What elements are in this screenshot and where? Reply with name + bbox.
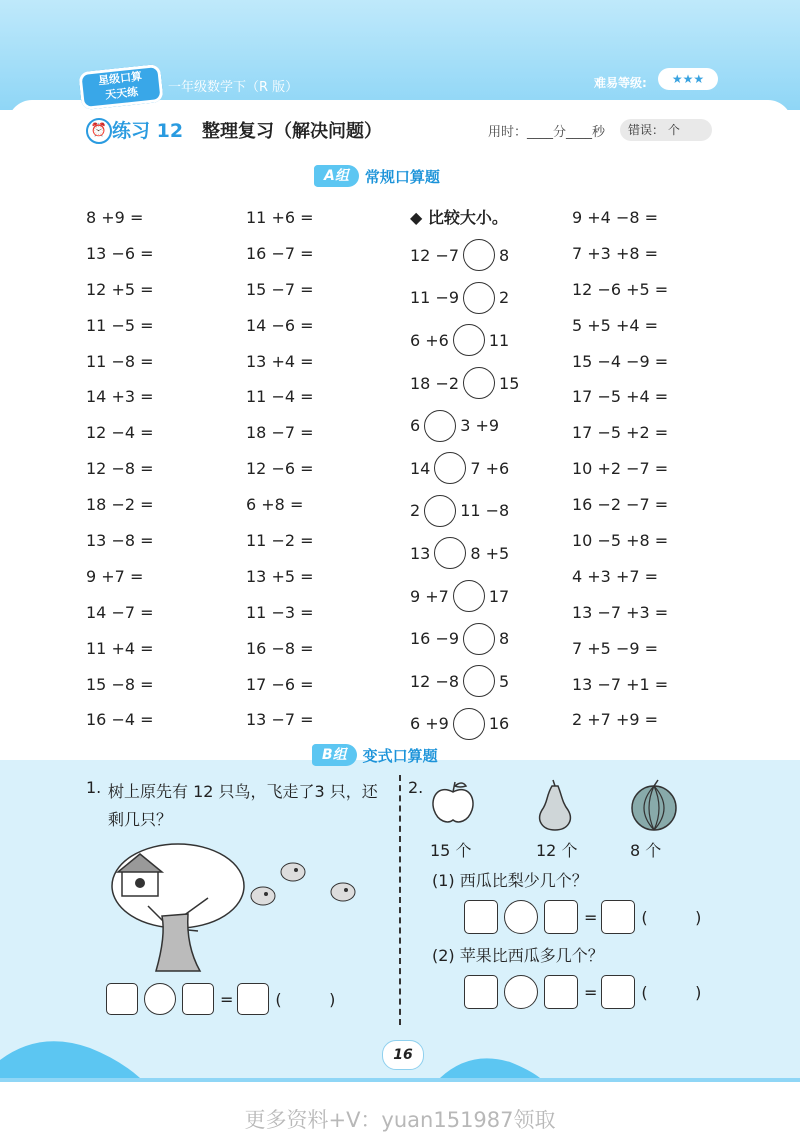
compare-left: 2 — [410, 501, 421, 521]
math-problem: 16 −2 −7 = — [572, 495, 669, 515]
compare-item — [410, 703, 519, 746]
watermelon-count: 8 个 — [630, 841, 662, 860]
math-problem: 14 −7 = — [86, 602, 154, 622]
operator-circle[interactable] — [504, 975, 538, 1009]
compare-item — [410, 447, 519, 490]
compare-item — [410, 575, 519, 618]
group-a-heading — [314, 165, 440, 189]
compare-circle[interactable] — [424, 410, 456, 442]
math-problem: 12 +5 = — [86, 279, 154, 299]
math-problem: 11 −5 = — [86, 315, 154, 335]
dashed-divider — [399, 775, 401, 1025]
compare-circle[interactable] — [463, 367, 495, 399]
apple-count: 15 个 — [430, 841, 472, 860]
group-a-badge: A组 — [314, 165, 359, 187]
column-2 — [246, 204, 314, 742]
math-problem: 15 −8 = — [86, 674, 154, 694]
q1-equation — [106, 983, 335, 1015]
group-b-heading — [312, 744, 438, 768]
answer-box[interactable] — [464, 975, 498, 1009]
compare-right: 8 — [499, 629, 510, 649]
compare-item — [410, 362, 519, 405]
pear-icon — [532, 778, 578, 832]
compare-item — [410, 234, 519, 277]
math-problem: 11 −8 = — [86, 351, 154, 371]
errors-field: 错误： 个 — [620, 119, 712, 141]
compare-right: 3 +9 — [460, 416, 500, 436]
compare-circle[interactable] — [463, 665, 495, 697]
operator-circle[interactable] — [504, 900, 538, 934]
column-1 — [86, 204, 154, 742]
compare-left: 16 −9 — [410, 629, 460, 649]
compare-left: 6 +9 — [410, 714, 449, 734]
math-problem: 14 −6 = — [246, 315, 314, 335]
compare-left: 6 +6 — [410, 330, 449, 350]
math-problem: 13 +4 = — [246, 351, 314, 371]
math-problem: 11 −4 = — [246, 387, 314, 407]
compare-left: 13 — [410, 543, 431, 563]
q1-text: 树上原先有 12 只鸟，飞走了3 只，还剩几只？ — [108, 782, 378, 829]
math-problem: 5 +5 +4 = — [572, 315, 659, 335]
math-problem: 12 −6 = — [246, 459, 314, 479]
math-problem: 9 +4 −8 = — [572, 208, 659, 227]
exercise-number: 练习 12 — [112, 120, 184, 142]
logo-line2: 天天练 — [104, 85, 139, 102]
compare-circle[interactable] — [424, 495, 456, 527]
math-problem: 11 −3 = — [246, 602, 314, 622]
q2-equation-2 — [464, 975, 701, 1009]
compare-right: 17 — [488, 586, 510, 606]
q2-subquestion-1: (1) 西瓜比梨少几个？ — [432, 871, 588, 890]
compare-left: 18 −2 — [410, 373, 460, 393]
q2-number: 2. — [408, 778, 424, 797]
compare-column — [410, 204, 519, 745]
group-a-name: 常规口算题 — [364, 167, 440, 186]
compare-right: 2 — [499, 288, 510, 308]
math-problem: 11 +4 = — [86, 638, 154, 658]
math-problem: 2 +7 +9 = — [572, 710, 659, 730]
bird-icon — [331, 883, 355, 901]
compare-right: 11 −8 — [460, 501, 510, 521]
answer-box[interactable] — [182, 983, 214, 1015]
group-b-name: 变式口算题 — [362, 746, 438, 765]
compare-circle[interactable] — [463, 239, 495, 271]
math-problem: 16 −7 = — [246, 243, 314, 263]
math-problem: 13 −6 = — [86, 243, 154, 263]
q1-number: 1. — [86, 778, 102, 797]
unit-paren[interactable]: ( ) — [641, 907, 702, 927]
compare-left: 14 — [410, 458, 431, 478]
math-problem: 8 +9 = — [86, 208, 144, 227]
compare-left: 12 −8 — [410, 671, 460, 691]
compare-heading: ◆ 比较大小。 — [410, 208, 508, 227]
compare-item — [410, 490, 519, 533]
compare-circle[interactable] — [434, 452, 466, 484]
compare-item — [410, 617, 519, 660]
compare-left: 12 −7 — [410, 245, 460, 265]
compare-item — [410, 277, 519, 320]
math-problem: 15 −7 = — [246, 279, 314, 299]
equals-sign: = — [584, 907, 598, 927]
answer-box[interactable] — [601, 975, 635, 1009]
compare-item — [410, 660, 519, 703]
compare-circle[interactable] — [453, 580, 485, 612]
math-problem: 10 −5 +8 = — [572, 531, 669, 551]
operator-circle[interactable] — [144, 983, 176, 1015]
alarm-clock-icon: ⏰ — [86, 118, 112, 144]
compare-left: 9 +7 — [410, 586, 449, 606]
math-problem: 17 −5 +2 = — [572, 423, 669, 443]
equals-sign: = — [584, 982, 598, 1002]
math-problem: 9 +7 = — [86, 566, 144, 586]
compare-list — [410, 234, 519, 745]
compare-item — [410, 532, 519, 575]
answer-box[interactable] — [601, 900, 635, 934]
watermark-text: 更多资料+V：yuan151987领取 — [244, 1108, 556, 1132]
answer-box[interactable] — [544, 975, 578, 1009]
equals-sign: = — [220, 989, 234, 1009]
compare-circle[interactable] — [453, 708, 485, 740]
compare-right: 8 +5 — [470, 543, 510, 563]
compare-circle[interactable] — [434, 537, 466, 569]
grade-label: 一年级数学下（R 版） — [168, 80, 299, 95]
answer-box[interactable] — [237, 983, 269, 1015]
compare-right: 15 — [499, 373, 520, 393]
math-problem: 11 −2 = — [246, 531, 314, 551]
unit-paren[interactable]: ( ) — [275, 989, 336, 1009]
math-problem: 4 +3 +7 = — [572, 566, 659, 586]
compare-left: 11 −9 — [410, 288, 460, 308]
compare-right: 8 — [499, 245, 510, 265]
compare-right: 7 +6 — [470, 458, 510, 478]
group-b-badge: B组 — [312, 744, 357, 766]
tree-birds-illustration — [108, 836, 378, 976]
math-problem: 18 −7 = — [246, 423, 314, 443]
math-problem: 16 −8 = — [246, 638, 314, 658]
unit-paren[interactable]: ( ) — [641, 982, 702, 1002]
compare-right: 5 — [499, 671, 510, 691]
math-problem: 16 −4 = — [86, 710, 154, 730]
bird-icon — [281, 863, 305, 881]
math-problem: 10 +2 −7 = — [572, 459, 669, 479]
math-problem: 14 +3 = — [86, 387, 154, 407]
compare-circle[interactable] — [463, 623, 495, 655]
math-problem: 7 +5 −9 = — [572, 638, 659, 658]
math-problem: 6 +8 = — [246, 495, 304, 515]
math-problem: 12 −6 +5 = — [572, 279, 669, 299]
compare-left: 6 — [410, 416, 421, 436]
math-problem: 13 −8 = — [86, 531, 154, 551]
compare-item — [410, 319, 519, 362]
column-4 — [572, 204, 668, 742]
math-problem: 18 −2 = — [86, 495, 154, 515]
compare-item — [410, 404, 519, 447]
difficulty-stars: ★★★ — [658, 68, 718, 90]
page-title: 整理复习（解决问题） — [202, 121, 382, 142]
page-number: 16 — [382, 1040, 424, 1070]
math-problem: 13 −7 +1 = — [572, 674, 669, 694]
answer-box[interactable] — [544, 900, 578, 934]
math-problem: 13 −7 = — [246, 710, 314, 730]
difficulty-label: 难易等级: — [594, 76, 647, 90]
compare-right: 16 — [488, 714, 510, 734]
time-field: 用时：____分____秒 — [488, 125, 606, 140]
logo-line1: 星级口算 — [97, 69, 143, 88]
q2-equation-1 — [464, 900, 701, 934]
compare-circle[interactable] — [463, 282, 495, 314]
bird-icon — [251, 887, 275, 905]
math-problem: 11 +6 = — [246, 208, 314, 227]
answer-box[interactable] — [464, 900, 498, 934]
watermelon-icon — [628, 778, 680, 832]
apple-icon — [428, 778, 478, 828]
math-problem: 12 −4 = — [86, 423, 154, 443]
math-problem: 13 +5 = — [246, 566, 314, 586]
compare-right: 11 — [488, 330, 510, 350]
compare-circle[interactable] — [453, 324, 485, 356]
math-problem: 13 −7 +3 = — [572, 602, 669, 622]
math-problem: 17 −5 +4 = — [572, 387, 669, 407]
math-problem: 15 −4 −9 = — [572, 351, 669, 371]
math-problem: 12 −8 = — [86, 459, 154, 479]
math-problem: 7 +3 +8 = — [572, 243, 659, 263]
pear-count: 12 个 — [536, 841, 578, 860]
math-problem: 17 −6 = — [246, 674, 314, 694]
q2-subquestion-2: (2) 苹果比西瓜多几个？ — [432, 946, 604, 965]
answer-box[interactable] — [106, 983, 138, 1015]
